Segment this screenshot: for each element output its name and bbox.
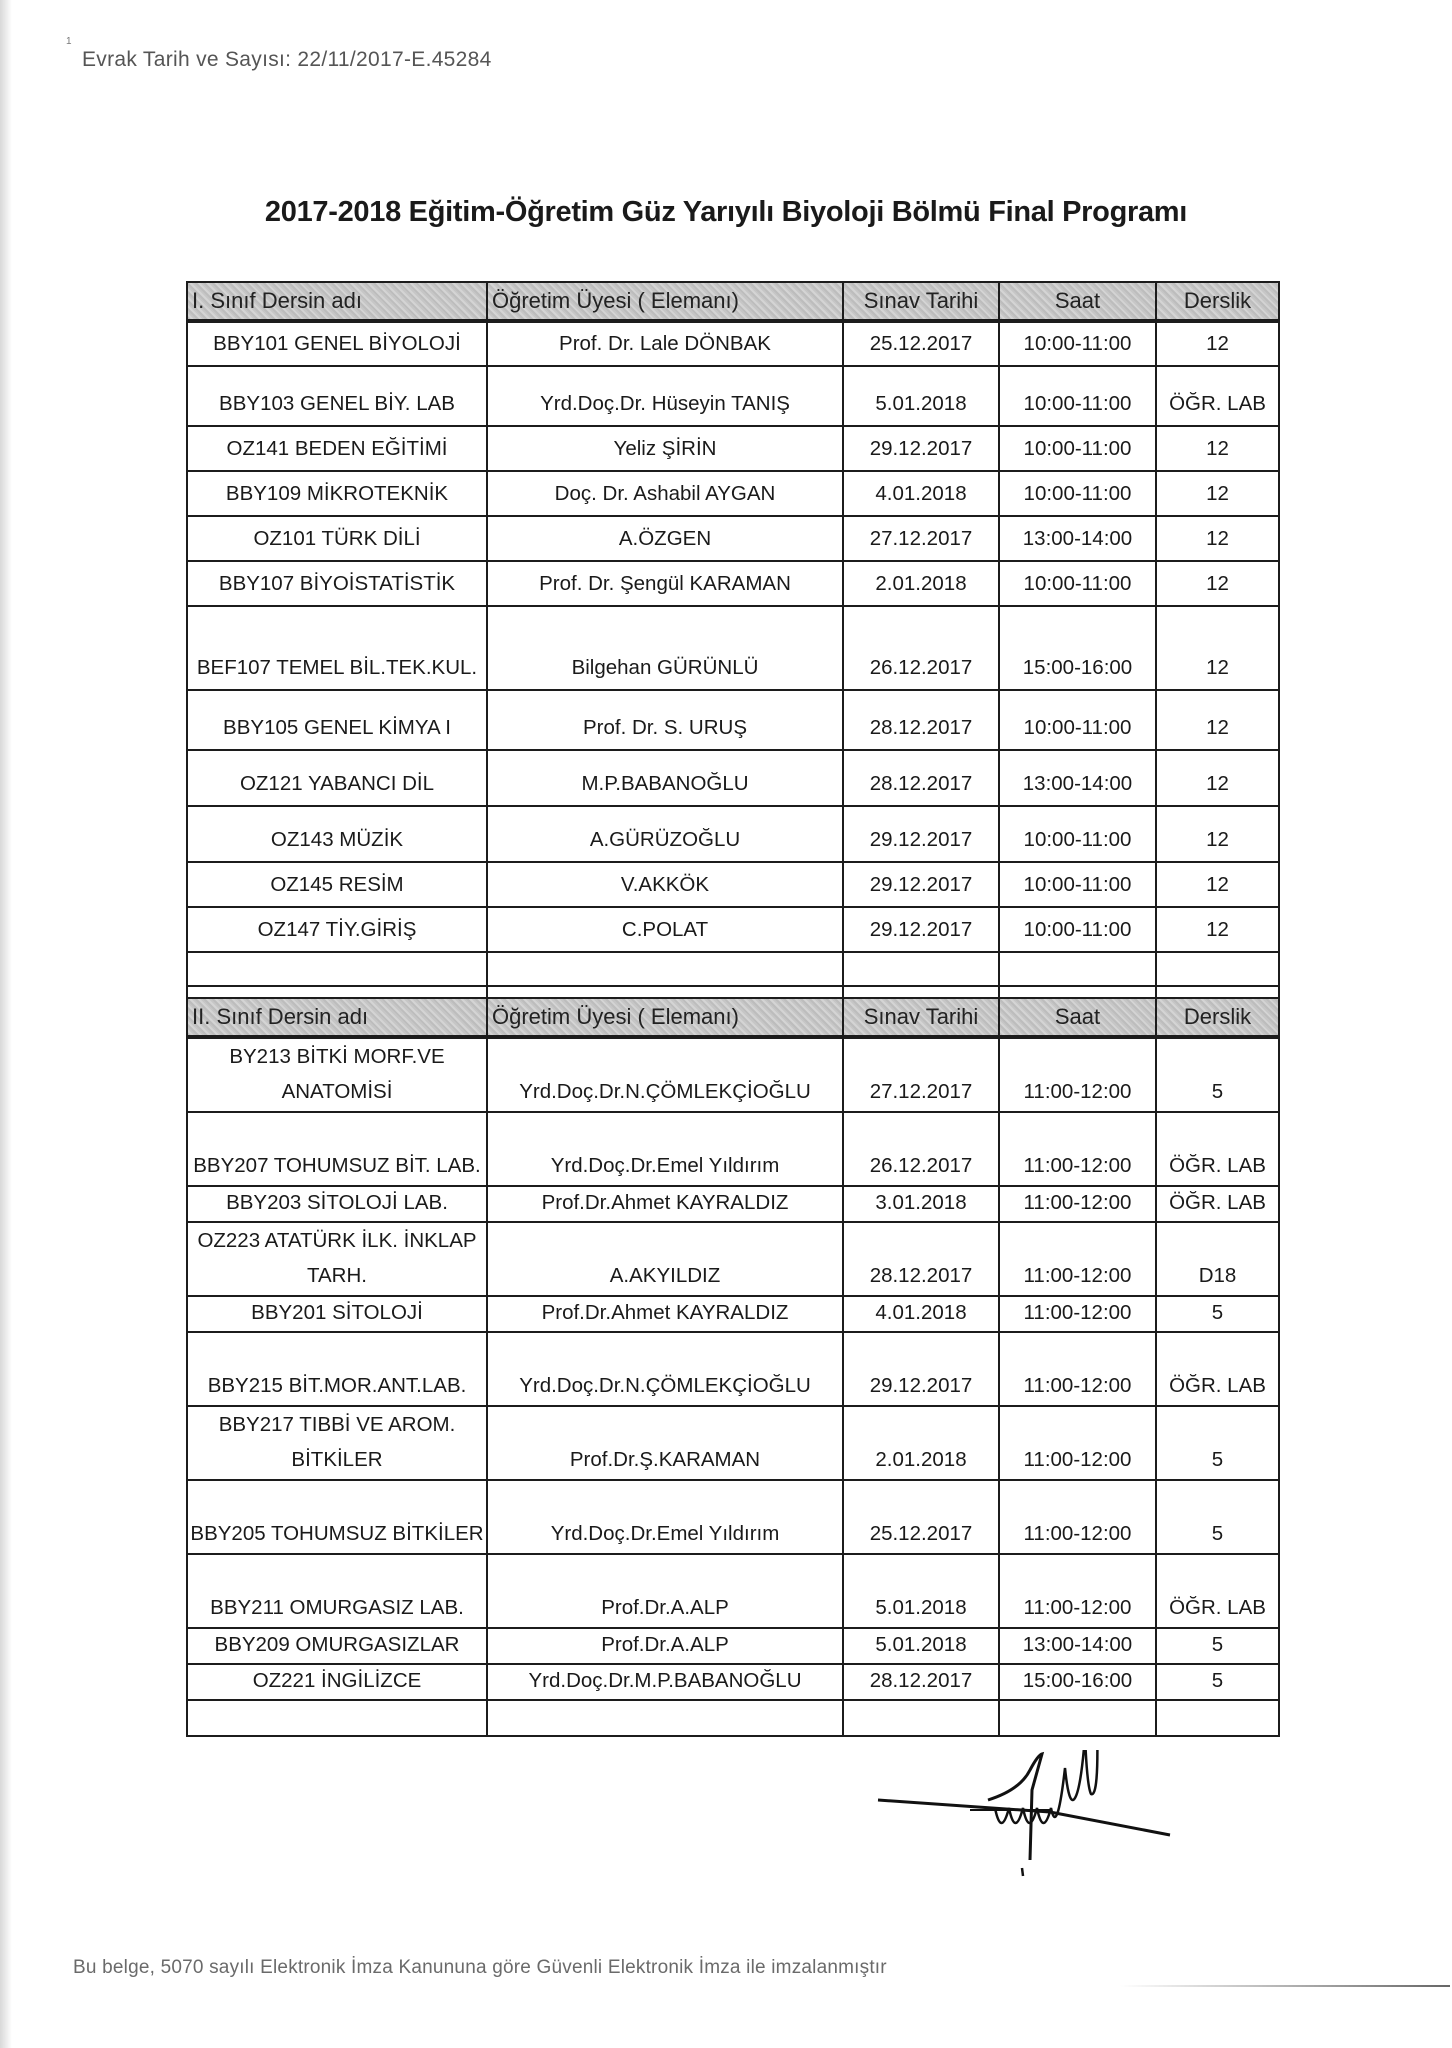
date-cell: 5.01.2018 <box>843 1628 999 1664</box>
first-year-exam-table <box>186 281 1280 1021</box>
date-cell: 29.12.2017 <box>843 426 999 471</box>
time-cell: 10:00-11:00 <box>999 862 1156 907</box>
date-cell: 2.01.2018 <box>843 1406 999 1480</box>
header-exam-date: Sınav Tarihi <box>843 998 999 1037</box>
date-cell: 26.12.2017 <box>843 606 999 690</box>
table-row <box>187 561 1279 606</box>
course-cell: OZ141 BEDEN EĞİTİMİ <box>187 426 487 471</box>
date-cell: 28.12.2017 <box>843 750 999 806</box>
empty-cell <box>487 952 843 986</box>
room-cell: 12 <box>1156 561 1279 606</box>
course-cell: BBY109 MİKROTEKNİK <box>187 471 487 516</box>
date-cell: 27.12.2017 <box>843 1037 999 1112</box>
header-instructor: Öğretim Üyesi ( Elemanı) <box>487 282 843 321</box>
time-cell: 10:00-11:00 <box>999 426 1156 471</box>
header-course: II. Sınıf Dersin adı <box>187 998 487 1037</box>
instructor-cell: Prof.Dr.Ş.KARAMAN <box>487 1406 843 1480</box>
header-exam-date: Sınav Tarihi <box>843 282 999 321</box>
empty-cell <box>999 952 1156 986</box>
instructor-cell: Yrd.Doç.Dr.M.P.BABANOĞLU <box>487 1664 843 1700</box>
time-cell: 11:00-12:00 <box>999 1222 1156 1296</box>
table-row <box>187 750 1279 806</box>
time-cell: 10:00-11:00 <box>999 366 1156 426</box>
time-cell: 11:00-12:00 <box>999 1406 1156 1480</box>
instructor-cell: Prof.Dr.Ahmet KAYRALDIZ <box>487 1186 843 1222</box>
course-cell: OZ147 TİY.GİRİŞ <box>187 907 487 952</box>
course-cell: OZ145 RESİM <box>187 862 487 907</box>
room-cell: ÖĞR. LAB <box>1156 1112 1279 1186</box>
table-row <box>187 1480 1279 1554</box>
empty-row <box>187 952 1279 986</box>
empty-cell <box>487 1700 843 1736</box>
time-cell: 10:00-11:00 <box>999 907 1156 952</box>
date-cell: 29.12.2017 <box>843 862 999 907</box>
date-cell: 25.12.2017 <box>843 1480 999 1554</box>
room-cell: 5 <box>1156 1664 1279 1700</box>
course-cell: OZ221 İNGİLİZCE <box>187 1664 487 1700</box>
course-cell: BBY209 OMURGASIZLAR <box>187 1628 487 1664</box>
table-row <box>187 1037 1279 1112</box>
instructor-cell: Doç. Dr. Ashabil AYGAN <box>487 471 843 516</box>
table-row <box>187 1112 1279 1186</box>
room-cell: D18 <box>1156 1222 1279 1296</box>
date-cell: 4.01.2018 <box>843 1296 999 1332</box>
room-cell: ÖĞR. LAB <box>1156 1554 1279 1628</box>
table-row <box>187 1664 1279 1700</box>
time-cell: 10:00-11:00 <box>999 690 1156 750</box>
instructor-cell: Yeliz ŞİRİN <box>487 426 843 471</box>
course-cell: BBY103 GENEL BİY. LAB <box>187 366 487 426</box>
room-cell: 12 <box>1156 426 1279 471</box>
scan-page-edge <box>0 0 12 2048</box>
instructor-cell: Yrd.Doç.Dr.Emel Yıldırım <box>487 1480 843 1554</box>
room-cell: 12 <box>1156 750 1279 806</box>
instructor-cell: Yrd.Doç.Dr.N.ÇÖMLEKÇİOĞLU <box>487 1037 843 1112</box>
time-cell: 11:00-12:00 <box>999 1332 1156 1406</box>
date-cell: 28.12.2017 <box>843 1664 999 1700</box>
instructor-cell: A.GÜRÜZOĞLU <box>487 806 843 862</box>
room-cell: 12 <box>1156 907 1279 952</box>
empty-row <box>187 1700 1279 1736</box>
room-cell: ÖĞR. LAB <box>1156 1332 1279 1406</box>
instructor-cell: Yrd.Doç.Dr.N.ÇÖMLEKÇİOĞLU <box>487 1332 843 1406</box>
table-row <box>187 1554 1279 1628</box>
time-cell: 13:00-14:00 <box>999 1628 1156 1664</box>
date-cell: 5.01.2018 <box>843 1554 999 1628</box>
table-header-row <box>187 282 1279 321</box>
empty-cell <box>187 952 487 986</box>
table-row <box>187 606 1279 690</box>
empty-cell <box>843 1700 999 1736</box>
room-cell: 12 <box>1156 471 1279 516</box>
instructor-cell: V.AKKÖK <box>487 862 843 907</box>
table-row <box>187 1222 1279 1296</box>
course-cell: BBY203 SİTOLOJİ LAB. <box>187 1186 487 1222</box>
table-row <box>187 1296 1279 1332</box>
table-row <box>187 1332 1279 1406</box>
room-cell: 12 <box>1156 806 1279 862</box>
time-cell: 10:00-11:00 <box>999 561 1156 606</box>
course-cell: BBY211 OMURGASIZ LAB. <box>187 1554 487 1628</box>
date-cell: 29.12.2017 <box>843 806 999 862</box>
room-cell: 5 <box>1156 1628 1279 1664</box>
room-cell: 12 <box>1156 690 1279 750</box>
time-cell: 11:00-12:00 <box>999 1037 1156 1112</box>
table-header-row <box>187 998 1279 1037</box>
time-cell: 10:00-11:00 <box>999 806 1156 862</box>
electronic-signature-notice: Bu belge, 5070 sayılı Elektronik İmza Kanununa göre Güvenli Elektronik İmza ile imzalanmıştır <box>73 1957 887 1978</box>
table-row <box>187 862 1279 907</box>
empty-cell <box>187 1700 487 1736</box>
instructor-cell: Prof.Dr.A.ALP <box>487 1554 843 1628</box>
table-row <box>187 1406 1279 1480</box>
empty-cell <box>843 952 999 986</box>
date-cell: 4.01.2018 <box>843 471 999 516</box>
header-instructor: Öğretim Üyesi ( Elemanı) <box>487 998 843 1037</box>
date-cell: 28.12.2017 <box>843 690 999 750</box>
table-row <box>187 690 1279 750</box>
instructor-cell: M.P.BABANOĞLU <box>487 750 843 806</box>
instructor-cell: C.POLAT <box>487 907 843 952</box>
instructor-cell: Prof.Dr.A.ALP <box>487 1628 843 1664</box>
instructor-cell: Prof. Dr. Lale DÖNBAK <box>487 321 843 366</box>
header-time: Saat <box>999 282 1156 321</box>
room-cell: 12 <box>1156 516 1279 561</box>
header-room: Derslik <box>1156 998 1279 1037</box>
header-time: Saat <box>999 998 1156 1037</box>
room-cell: 5 <box>1156 1296 1279 1332</box>
header-course: I. Sınıf Dersin adı <box>187 282 487 321</box>
table-row <box>187 1628 1279 1664</box>
date-cell: 29.12.2017 <box>843 1332 999 1406</box>
empty-cell <box>1156 952 1279 986</box>
room-cell: 12 <box>1156 862 1279 907</box>
instructor-cell: A.ÖZGEN <box>487 516 843 561</box>
empty-cell <box>999 1700 1156 1736</box>
room-cell: 5 <box>1156 1037 1279 1112</box>
document-reference: Evrak Tarih ve Sayısı: 22/11/2017-E.45284 <box>82 48 492 71</box>
instructor-cell: Yrd.Doç.Dr. Hüseyin TANIŞ <box>487 366 843 426</box>
table-row <box>187 1186 1279 1222</box>
table-row <box>187 321 1279 366</box>
course-cell: OZ143 MÜZİK <box>187 806 487 862</box>
date-cell: 27.12.2017 <box>843 516 999 561</box>
course-cell: BBY105 GENEL KİMYA I <box>187 690 487 750</box>
page-mark: 1 <box>66 36 72 47</box>
time-cell: 13:00-14:00 <box>999 516 1156 561</box>
time-cell: 11:00-12:00 <box>999 1186 1156 1222</box>
course-cell: BBY201 SİTOLOJİ <box>187 1296 487 1332</box>
date-cell: 26.12.2017 <box>843 1112 999 1186</box>
date-cell: 3.01.2018 <box>843 1186 999 1222</box>
empty-cell <box>1156 1700 1279 1736</box>
header-room: Derslik <box>1156 282 1279 321</box>
room-cell: 5 <box>1156 1480 1279 1554</box>
date-cell: 29.12.2017 <box>843 907 999 952</box>
time-cell: 15:00-16:00 <box>999 1664 1156 1700</box>
handwritten-signature <box>870 1750 1190 1890</box>
course-cell: BBY107 BİYOİSTATİSTİK <box>187 561 487 606</box>
footer-divider <box>1120 1985 1450 1987</box>
course-cell: BBY207 TOHUMSUZ BİT. LAB. <box>187 1112 487 1186</box>
course-cell: BBY101 GENEL BİYOLOJİ <box>187 321 487 366</box>
room-cell: 12 <box>1156 321 1279 366</box>
time-cell: 10:00-11:00 <box>999 321 1156 366</box>
instructor-cell: A.AKYILDIZ <box>487 1222 843 1296</box>
room-cell: ÖĞR. LAB <box>1156 1186 1279 1222</box>
course-cell: BBY205 TOHUMSUZ BİTKİLER <box>187 1480 487 1554</box>
second-year-exam-table <box>186 997 1280 1737</box>
room-cell: ÖĞR. LAB <box>1156 366 1279 426</box>
table-row <box>187 806 1279 862</box>
course-cell: OZ101 TÜRK DİLİ <box>187 516 487 561</box>
instructor-cell: Prof. Dr. Şengül KARAMAN <box>487 561 843 606</box>
course-cell: OZ223 ATATÜRK İLK. İNKLAP TARH. <box>187 1222 487 1296</box>
table-row <box>187 471 1279 516</box>
course-cell: BBY215 BİT.MOR.ANT.LAB. <box>187 1332 487 1406</box>
course-cell: OZ121 YABANCI DİL <box>187 750 487 806</box>
course-cell: BY213 BİTKİ MORF.VE ANATOMİSİ <box>187 1037 487 1112</box>
table-row <box>187 426 1279 471</box>
instructor-cell: Prof. Dr. S. URUŞ <box>487 690 843 750</box>
room-cell: 5 <box>1156 1406 1279 1480</box>
table-row <box>187 366 1279 426</box>
time-cell: 15:00-16:00 <box>999 606 1156 690</box>
instructor-cell: Prof.Dr.Ahmet KAYRALDIZ <box>487 1296 843 1332</box>
time-cell: 11:00-12:00 <box>999 1554 1156 1628</box>
date-cell: 25.12.2017 <box>843 321 999 366</box>
date-cell: 28.12.2017 <box>843 1222 999 1296</box>
date-cell: 2.01.2018 <box>843 561 999 606</box>
room-cell: 12 <box>1156 606 1279 690</box>
table-row <box>187 516 1279 561</box>
instructor-cell: Yrd.Doç.Dr.Emel Yıldırım <box>487 1112 843 1186</box>
time-cell: 10:00-11:00 <box>999 471 1156 516</box>
time-cell: 11:00-12:00 <box>999 1296 1156 1332</box>
date-cell: 5.01.2018 <box>843 366 999 426</box>
instructor-cell: Bilgehan GÜRÜNLÜ <box>487 606 843 690</box>
course-cell: BBY217 TIBBİ VE AROM. BİTKİLER <box>187 1406 487 1480</box>
course-cell: BEF107 TEMEL BİL.TEK.KUL. <box>187 606 487 690</box>
time-cell: 11:00-12:00 <box>999 1480 1156 1554</box>
time-cell: 11:00-12:00 <box>999 1112 1156 1186</box>
page-title: 2017-2018 Eğitim-Öğretim Güz Yarıyılı Biyoloji Bölmü Final Programı <box>264 196 1188 228</box>
table-row <box>187 907 1279 952</box>
time-cell: 13:00-14:00 <box>999 750 1156 806</box>
